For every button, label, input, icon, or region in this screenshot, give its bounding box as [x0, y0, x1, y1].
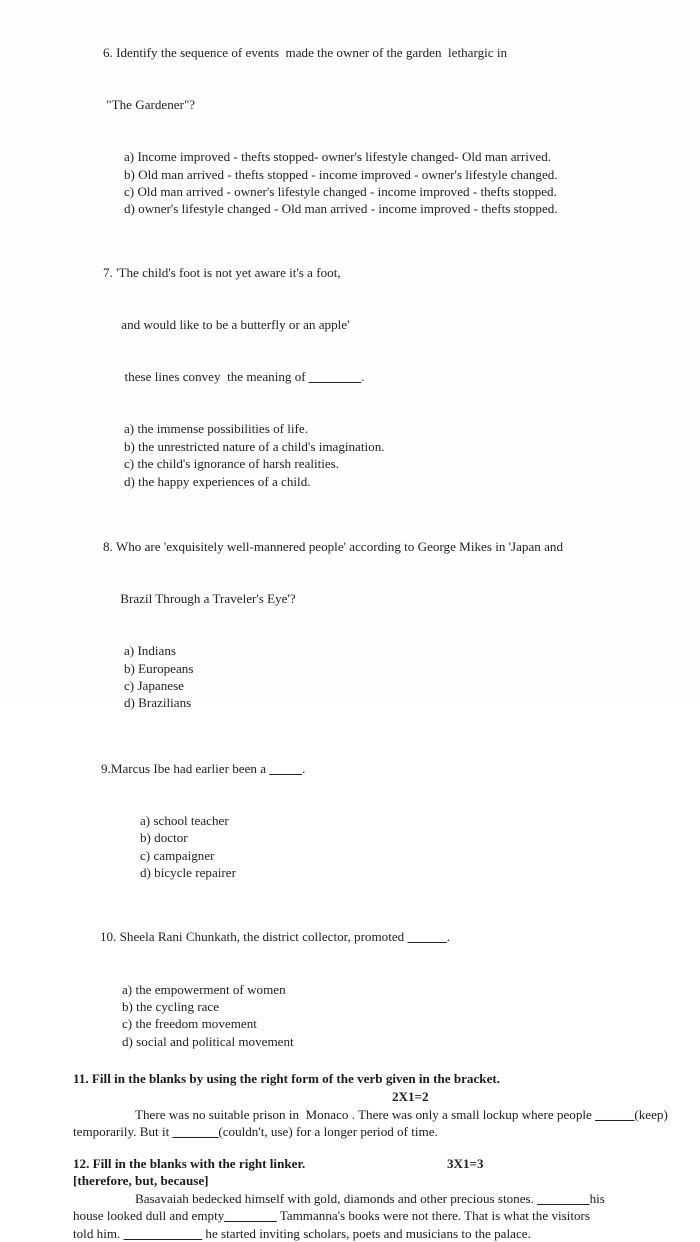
spacer-after-question-6 — [0, 218, 700, 229]
question-6-option-a[interactable]: a) Income improved - thefts stopped- owner's lifestyle changed- Old man arrived. — [124, 149, 552, 165]
question-8-option-d[interactable]: d) Brazilians — [124, 695, 192, 711]
question-6-stem-line-2: "The Gardener"? — [103, 97, 196, 113]
spacer-after-question-7 — [0, 490, 700, 503]
question-8-stem-line-2: Brazil Through a Traveler's Eye'? — [117, 591, 296, 606]
question-6-stem — [0, 9, 700, 148]
question-10-stem-text: 10. Sheela Rani Chunkath, the district collector, promoted — [100, 929, 408, 945]
question-6-option-d[interactable]: d) owner's lifestyle changed - Old man arrived - income improved - thefts stopped. — [124, 201, 558, 217]
spacer-after-question-10 — [0, 1050, 700, 1070]
section-11-marks: 2X1=2 — [392, 1088, 429, 1104]
question-10-option-a[interactable]: a) the empowerment of women — [122, 981, 286, 997]
question-block-6 — [0, 0, 700, 218]
question-block-7 — [0, 229, 700, 490]
question-9-stem — [0, 725, 700, 812]
section-block-12 — [0, 1155, 700, 1242]
section-12-text-1: Basavaiah bedecked himself with gold, diamonds and other precious stones. — [135, 1190, 538, 1206]
question-10-stem — [0, 894, 700, 981]
section-11-text-2: (keep) temporarily. But it — [73, 1106, 668, 1140]
question-8-option-a[interactable]: a) Indians — [124, 643, 176, 659]
question-7-option-b[interactable]: b) the unrestricted nature of a child's imagination. — [124, 438, 385, 454]
section-12-blank-1[interactable]: ________ — [537, 1190, 590, 1206]
section-12-blank-3[interactable]: ____________ — [123, 1225, 203, 1241]
question-7-option-d[interactable]: d) the happy experiences of a child. — [124, 473, 311, 489]
section-12-marks: 3X1=3 — [447, 1155, 484, 1171]
question-7-stem-line-3 — [0, 368, 700, 385]
question-10-stem-line-1 — [0, 928, 700, 945]
question-7-stem-tail: . — [361, 369, 365, 385]
question-9-option-c[interactable]: c) campaigner — [140, 847, 215, 863]
question-8-stem — [0, 503, 700, 642]
spacer-after-question-9 — [0, 882, 700, 894]
question-6-option-c[interactable]: c) Old man arrived - owner's lifestyle changed - income improved - thefts stopped. — [124, 184, 557, 200]
question-7-stem-line-3-text: these lines convey the meaning of — [118, 369, 309, 385]
section-12-linkers: [therefore, but, because] — [73, 1173, 209, 1189]
question-10-option-d[interactable]: d) social and political movement — [122, 1033, 294, 1049]
question-8-option-c[interactable]: c) Japanese — [124, 678, 184, 694]
question-8-option-b[interactable]: b) Europeans — [124, 660, 194, 676]
section-11-blank-2[interactable]: _______ — [172, 1124, 219, 1140]
section-11-paragraph — [73, 1106, 668, 1141]
section-12-blank-2[interactable]: ________ — [224, 1208, 277, 1224]
spacer-after-section-11 — [0, 1141, 700, 1155]
section-block-11 — [0, 1070, 700, 1141]
question-7-stem — [0, 229, 700, 420]
question-block-10 — [0, 894, 700, 1051]
question-7-stem-line-2: and would like to be a butterfly or an apple' — [118, 316, 350, 332]
question-10-stem-tail: . — [446, 929, 451, 945]
question-9-option-d[interactable]: d) bicycle repairer — [140, 865, 236, 881]
question-10-answer-blank[interactable]: ______ — [407, 929, 447, 945]
section-12-heading-row — [0, 1155, 700, 1172]
question-6-stem-line-1: 6. Identify the sequence of events made the owner of the garden lethargic in — [103, 44, 508, 60]
question-7-option-a[interactable]: a) the immense possibilities of life. — [124, 421, 309, 437]
section-11-text-1: There was no suitable prison in Monaco . There was only a small lockup where people — [135, 1106, 596, 1122]
section-12-heading: 12. Fill in the blanks with the right linker. — [73, 1155, 306, 1171]
question-7-option-c[interactable]: c) the child's ignorance of harsh realities. — [124, 456, 340, 472]
spacer-after-question-8 — [0, 712, 700, 725]
question-8-stem-line-1: 8. Who are 'exquisitely well-mannered people' according to George Mikes in 'Japan and — [103, 538, 564, 554]
question-9-stem-line-1 — [0, 760, 700, 777]
section-11-heading: 11. Fill in the blanks by using the right form of the verb given in the bracket. — [73, 1071, 501, 1087]
section-12-text-2: his house looked dull and empty — [73, 1190, 605, 1224]
question-9-answer-blank[interactable]: _____ — [269, 760, 303, 776]
section-11-text-3: (couldn't, use) for a longer period of time. — [218, 1124, 438, 1140]
question-9-stem-tail: . — [302, 760, 306, 776]
section-12-text-4: he started inviting scholars, poets and musicians to the palace. — [202, 1225, 531, 1241]
question-9-option-b[interactable]: b) doctor — [140, 830, 188, 846]
section-12-text-3: Tammanna's books were not there. That is what the visitors told him. — [73, 1208, 591, 1241]
question-block-8 — [0, 503, 700, 712]
question-10-option-c[interactable]: c) the freedom movement — [122, 1016, 257, 1032]
question-7-answer-blank[interactable]: ________ — [308, 369, 362, 385]
question-9-option-a[interactable]: a) school teacher — [140, 812, 229, 828]
question-6-option-b[interactable]: b) Old man arrived - thefts stopped - income improved - owner's lifestyle changed. — [124, 166, 558, 182]
question-7-stem-line-1: 7. 'The child's foot is not yet aware it's a foot, — [103, 264, 341, 280]
section-12-paragraph — [73, 1190, 605, 1242]
question-block-9 — [0, 725, 700, 882]
section-11-blank-1[interactable]: ______ — [595, 1106, 635, 1122]
question-10-option-b[interactable]: b) the cycling race — [122, 998, 220, 1014]
question-9-stem-text: 9.Marcus Ibe had earlier been a — [101, 760, 270, 776]
